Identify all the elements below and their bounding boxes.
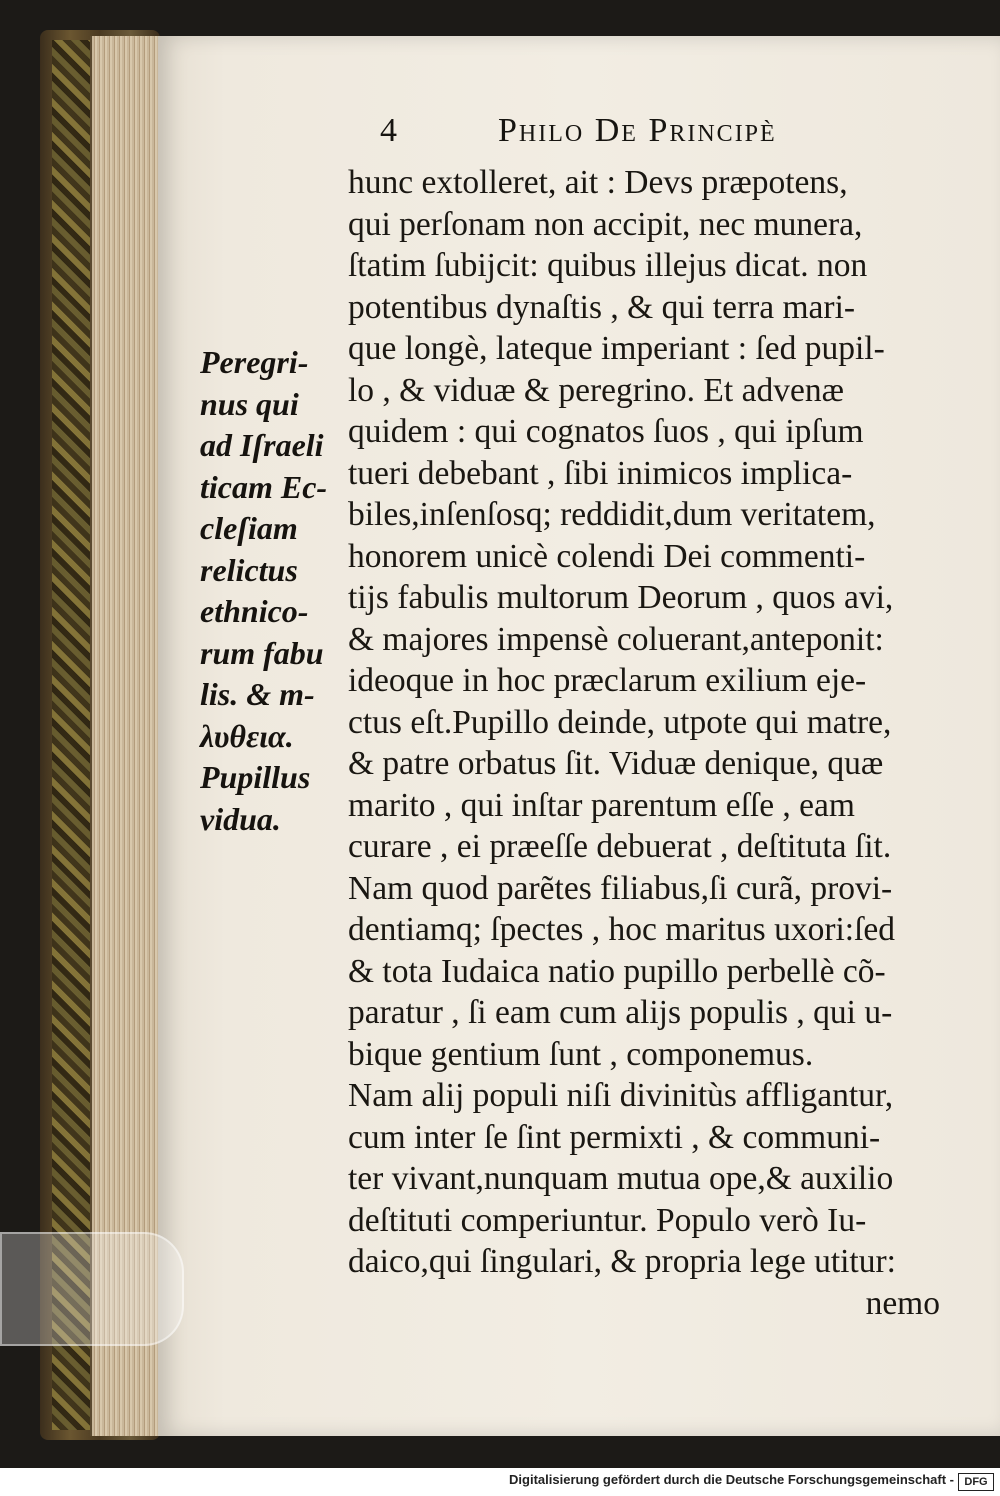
text-line: Nam alij populi niſi divinitùs affligantur, bbox=[348, 1077, 894, 1114]
text-line: cum inter ſe ſint permixti , & communi- bbox=[348, 1118, 881, 1156]
dfg-logo: DFG bbox=[958, 1473, 994, 1491]
dfg-credit: Digitalisierung gefördert durch die Deutsche Forschungsgemeinschaft - bbox=[509, 1472, 954, 1487]
margin-line: vidua. bbox=[200, 800, 281, 837]
text-line: bique gentium ſunt , componemus. bbox=[348, 1035, 814, 1073]
margin-line: ad Iſraeli bbox=[200, 427, 324, 463]
page-number: 4 bbox=[380, 112, 399, 149]
margin-line: ethnico- bbox=[200, 593, 309, 629]
margin-line: Peregri- bbox=[200, 344, 309, 380]
text-line: dentiamq; ſpectes , hoc maritus uxori:ſed bbox=[348, 911, 896, 948]
running-title: Philo De Principè bbox=[498, 112, 777, 149]
margin-line: rum fabu bbox=[200, 634, 324, 671]
text-line: paratur , ſi eam cum alijs populis , qui u- bbox=[348, 994, 893, 1031]
text-line: quidem : qui cognatos ſuos , qui ipſum bbox=[348, 413, 864, 450]
main-text bbox=[348, 162, 968, 1324]
text-line: tueri debebant , ſibi inimicos implica- bbox=[348, 454, 853, 492]
text-line: daico,qui ſingulari, & propria lege utitur: bbox=[348, 1243, 896, 1280]
text-line: marito , qui inſtar parentum eſſe , eam bbox=[348, 786, 855, 824]
marginal-notes bbox=[200, 342, 360, 840]
text-line: deſtituti comperiuntur. Populo verò Iu- bbox=[348, 1201, 867, 1239]
text-line: ſtatim ſubijcit: quibus illejus dicat. non bbox=[348, 247, 868, 284]
margin-line: ticam Ec- bbox=[200, 468, 328, 505]
text-line: Nam quod parẽtes filiabus,ſi curã, provi- bbox=[348, 869, 893, 907]
page-clip bbox=[0, 1232, 184, 1346]
footer-bar bbox=[0, 1468, 1000, 1496]
margin-line: Pupillus bbox=[200, 759, 311, 795]
margin-line: nus qui bbox=[200, 385, 299, 422]
margin-line: λυθεια. bbox=[200, 717, 294, 754]
text-line: hunc extolleret, ait : Devs præpotens, bbox=[348, 164, 848, 201]
catchword: nemo bbox=[865, 1284, 940, 1322]
text-line: ideoque in hoc præclarum exilium eje- bbox=[348, 662, 867, 699]
text-line: tijs fabulis multorum Deorum , quos avi, bbox=[348, 579, 894, 616]
running-head bbox=[380, 112, 940, 162]
margin-line: cleſiam bbox=[200, 510, 298, 546]
text-line: que longè, lateque imperiant : ſed pupil- bbox=[348, 330, 885, 367]
text-line: & patre orbatus ſit. Viduæ denique, quæ bbox=[348, 745, 884, 782]
text-line: qui perſonam non accipit, nec munera, bbox=[348, 205, 863, 243]
text-line: biles,inſenſosq; reddidit,dum veritatem, bbox=[348, 496, 876, 533]
text-line: & tota Iudaica natio pupillo perbellè cõ- bbox=[348, 952, 886, 990]
text-line: ter vivant,nunquam mutua ope,& auxilio bbox=[348, 1160, 894, 1197]
text-line: curare , ei præeſſe debuerat , deſtituta ſit. bbox=[348, 828, 892, 865]
text-line: ctus eſt.Pupillo deinde, utpote qui matre, bbox=[348, 703, 892, 741]
text-line: & majores impensè coluerant,anteponit: bbox=[348, 620, 884, 658]
margin-line: relictus bbox=[200, 551, 298, 588]
text-line: lo , & viduæ & peregrino. Et advenæ bbox=[348, 371, 844, 409]
text-line: potentibus dynaſtis , & qui terra mari- bbox=[348, 288, 856, 326]
margin-line: lis. & m- bbox=[200, 676, 315, 712]
text-line: honorem unicè colendi Dei commenti- bbox=[348, 537, 866, 575]
